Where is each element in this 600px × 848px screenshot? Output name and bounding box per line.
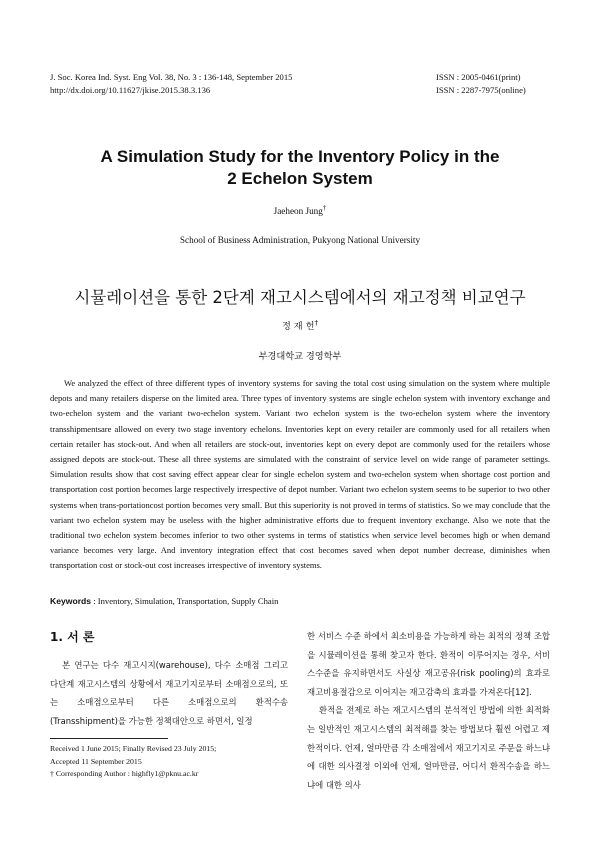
issn-info [436,71,526,97]
author-name-en: Jaeheon Jung [273,206,323,217]
journal-citation: J. Soc. Korea Ind. Syst. Eng Vol. 38, No. 3 : 136-148, September 2015 [50,72,293,82]
corresponding-author: † Corresponding Author : highfly1@pknu.ac.kr [50,769,199,779]
affiliation-ko: 부경대학교 경영학부 [258,351,342,362]
keywords [50,596,278,606]
intro-paragraph-1: 본 연구는 다수 재고시지(warehouse), 다수 소매점 그리고 다단계 재고시스템의 상황에서 재고기지로부터 소매점으로의, 또는 소매점으로부터 다른 소매점으로의 환적수송(Transshipment)을 가능한 정책대안으로 하면서, 일정 [50,660,288,726]
title-line-1: A Simulation Study for the Inventory Policy in the [100,147,500,166]
intro-paragraph-2: 한 서비스 수준 하에서 최소비용을 가능하게 하는 최적의 정책 조합을 시뮬레이션을 통해 찾고자 한다. 환적이 이루어지는 경우, 서비스수준을 유지하면서도 사실상 재고공유(risk pooling)의 효과로 재고비용절감으로 이어지는 재고감축의 효과를 가져온다[12]. [307,631,550,697]
footnote-rule [50,738,168,739]
author-ko [0,318,600,332]
intro-paragraph-3: 환적을 전제로 하는 재고시스템의 분석적인 방법에 의한 최적화는 일반적인 재고시스템의 최적해를 찾는 방법보다 훨씬 어렵고 제한적이다. 언제, 얼마만큼 각 소매점에서 재고기지로 주문을 하느냐에 대한 의사결정 이외에 언제, 얼마만큼, 어디서 환적수송을 하느냐에 대한 의사 [307,705,550,790]
left-column [50,656,288,730]
doi-link[interactable]: http://dx.doi.org/10.11627/jkise.2015.38.3.136 [50,85,211,95]
issn-online: ISSN : 2287-7975(online) [436,85,526,95]
abstract-text: We analyzed the effect of three different types of inventory systems for saving the total cost using simulation on the system where multiple depots and many retailers disperse on the limited area. Three types of inventory systems are single echelon system with inventory exchange and two-echelon system and the variant two-echelon system. Variant two echelon system is the two-echelon system where the inventory transshipmentsare allowed on every two stage inventory echelons. Inventories kept on every retailer are commonly used for all retailers when certain retailer has stock-out. And when all retailers are stock-out, inventories kept on every depot are commonly used for the retailers whose assigned depots are stock-out. These all three systems are simulated with the constraint of service level on wide range of parameter settings. Simulation results show that cost saving effect appear clear for single echelon system and two-echelon system when shortage cost portion and transportation cost portion becomes large respectively irrespective of depot number. Variant two echelon system seems to be superior to two other systems when trans-portationcost portion becomes very small. But this superiority is not proved in terms of statistics. So we may conclude that the variant two echelon system may be useless with the higher administrative efforts due to frequent inventory exchange. Also we note that the traditional two echelon system becomes inferior to two other systems in terms of statistics when service level becomes high or when demand variance becomes very large. And inventory integration effect that cost becomes saved when depot number decrease, diminishes when transportation cost or stock-out cost increases irrespective of inventory systems. [50,378,550,571]
corresponding-mark: † [322,204,327,212]
footnote [50,743,288,781]
affiliation-en: School of Business Administration, Pukyong National University [179,235,421,245]
keywords-separator: : [91,596,98,606]
accepted-date: Accepted 11 September 2015 [50,756,142,766]
paper-title-ko: 시뮬레이션을 통한 2단계 재고시스템에서의 재고정책 비교연구 [74,288,526,307]
keywords-label: Keywords [50,596,92,606]
author-en [0,204,600,216]
journal-info [50,71,292,97]
received-dates: Received 1 June 2015; Finally Revised 23 July 2015; [50,744,217,753]
section-heading-intro: 1. 서 론 [50,630,95,644]
abstract [50,376,550,574]
issn-print: ISSN : 2005-0461(print) [436,72,521,82]
corresponding-mark-ko: † [314,318,318,327]
author-name-ko: 정 재 헌 [282,321,315,332]
title-line-2: 2 Echelon System [227,169,373,188]
right-column [307,627,550,794]
keywords-text: Inventory, Simulation, Transportation, Supply Chain [97,596,279,606]
paper-title-en [0,146,600,190]
